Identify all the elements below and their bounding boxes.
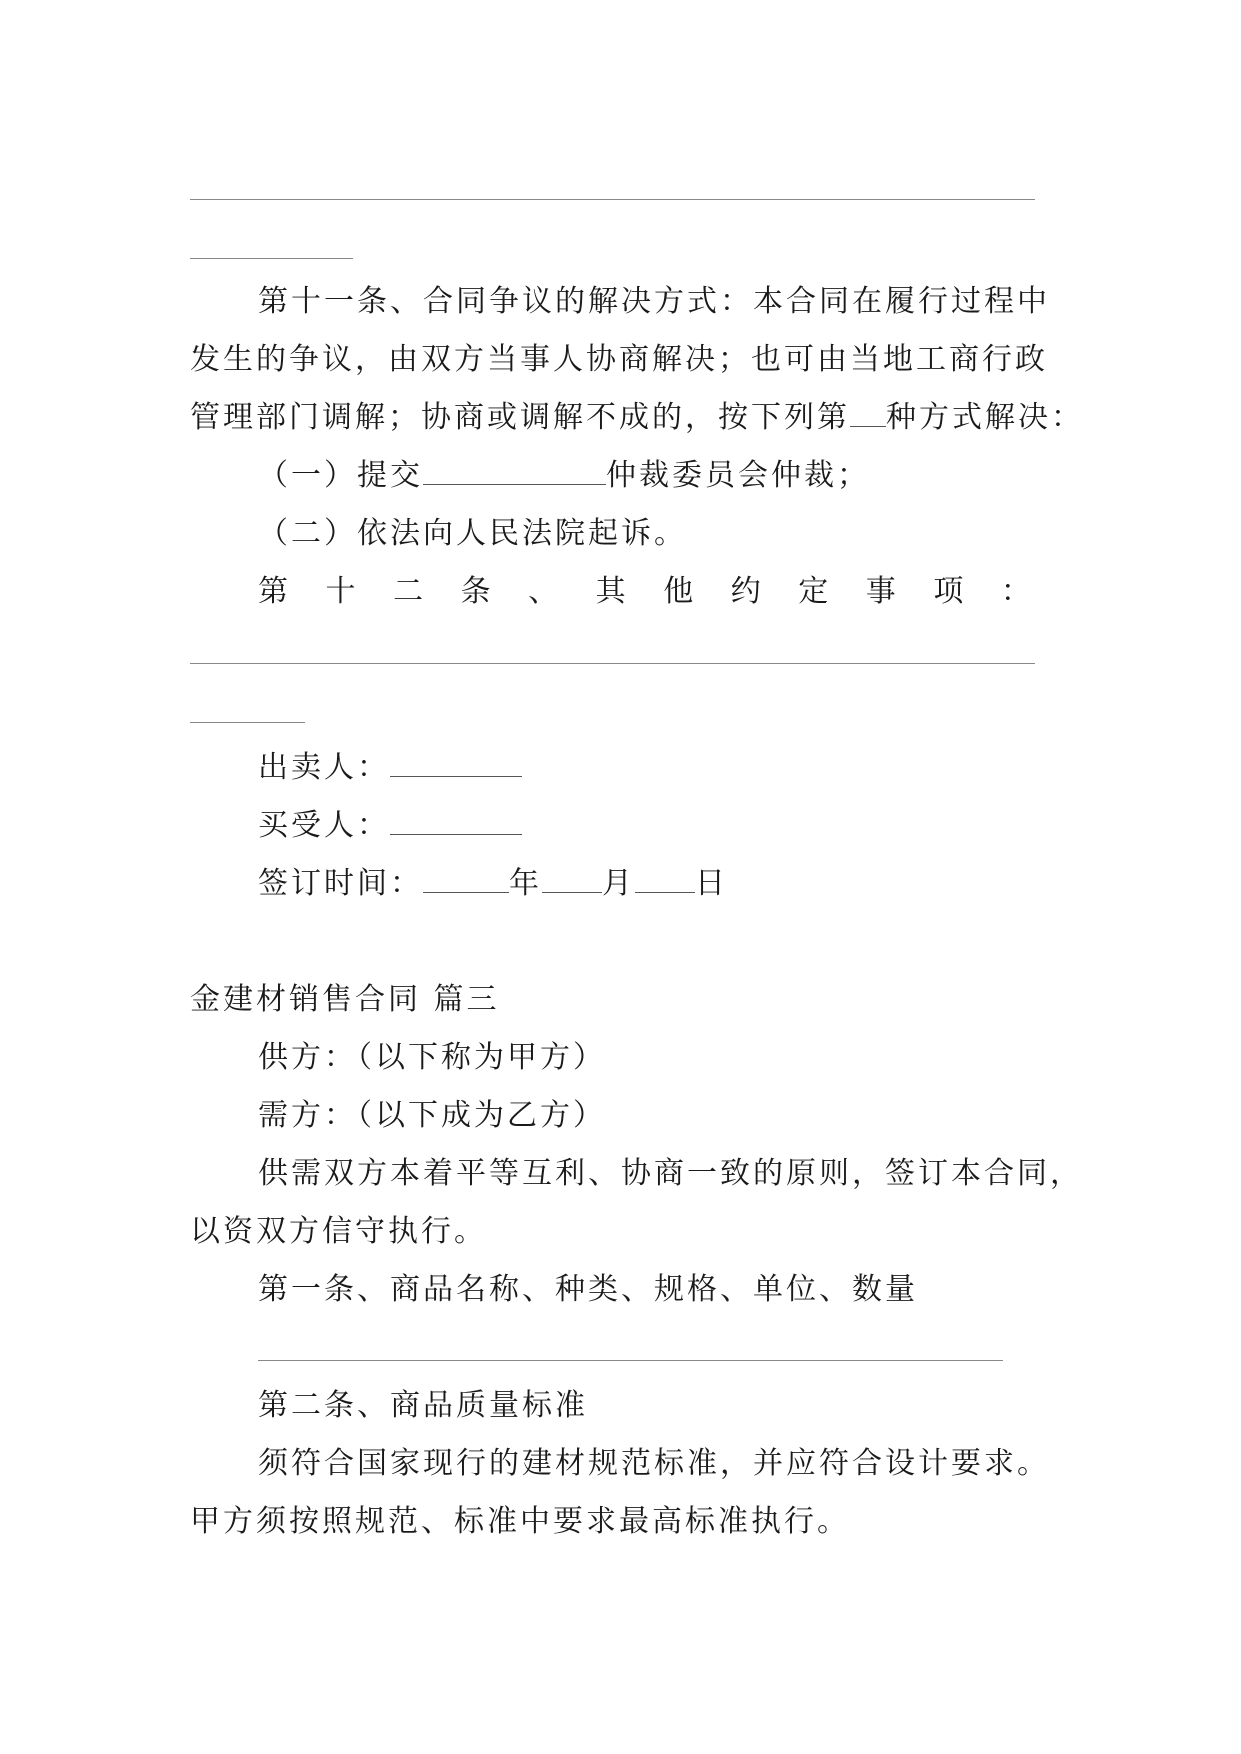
- supplier-line: 供方：（以下称为甲方）: [258, 1040, 606, 1075]
- article12-heading: [258, 572, 1031, 612]
- article12-char: 其: [595, 574, 626, 609]
- year-blank: [423, 866, 509, 893]
- arbitration-committee-blank: [423, 458, 606, 485]
- article12-char: 他: [663, 574, 694, 609]
- arbitration-option-post: 仲裁委员会仲裁；: [606, 458, 870, 493]
- seller-label: 出卖人：: [258, 750, 390, 785]
- month-blank: [542, 866, 602, 893]
- option-number-blank: [850, 400, 886, 427]
- fill-line: [190, 258, 353, 259]
- buyer-line: 需方：（以下成为乙方）: [258, 1098, 606, 1133]
- buyer-label: 买受人：: [258, 808, 390, 843]
- article12-char: 事: [865, 574, 896, 609]
- article12-char: 第: [258, 574, 288, 609]
- arbitration-option: [258, 456, 870, 496]
- article11-line3-pre: 管理部门调解；协商或调解不成的，按下列第: [190, 400, 850, 435]
- article1-heading: 第一条、商品名称、种类、规格、单位、数量: [258, 1272, 918, 1307]
- article12-char: ：: [1000, 574, 1031, 609]
- intro-line2: 以资双方信守执行。: [190, 1214, 487, 1249]
- fill-line: [190, 199, 1035, 200]
- section-title: 金建材销售合同 篇三: [190, 982, 500, 1017]
- article12-char: 约: [730, 574, 761, 609]
- article12-char: 条: [460, 574, 491, 609]
- fill-line: [190, 722, 305, 723]
- arbitration-option-pre: （一）提交: [258, 458, 423, 493]
- month-label: 月: [602, 866, 635, 901]
- article2-line2: 甲方须按照规范、标准中要求最高标准执行。: [190, 1504, 850, 1539]
- buyer-signature: [258, 806, 522, 846]
- article12-char: 二: [393, 574, 424, 609]
- article11-line2: 发生的争议，由双方当事人协商解决；也可由当地工商行政: [190, 342, 1048, 377]
- date-label: 签订时间：: [258, 866, 423, 901]
- article2-line1: 须符合国家现行的建材规范标准，并应符合设计要求。: [258, 1446, 1050, 1481]
- article11-line1: 第十一条、合同争议的解决方式：本合同在履行过程中: [258, 284, 1050, 319]
- day-label: 日: [695, 866, 728, 901]
- fill-line: [190, 663, 1035, 664]
- article12-char: 定: [798, 574, 829, 609]
- signing-date: [258, 864, 728, 904]
- litigation-option: （二）依法向人民法院起诉。: [258, 516, 687, 551]
- article12-char: 项: [933, 574, 964, 609]
- article11-line3: [190, 398, 1084, 438]
- article12-char: 十: [325, 574, 356, 609]
- year-label: 年: [509, 866, 542, 901]
- intro-line1: 供需双方本着平等互利、协商一致的原则，签订本合同，: [258, 1156, 1083, 1191]
- article2-heading: 第二条、商品质量标准: [258, 1388, 588, 1423]
- seller-signature: [258, 748, 522, 788]
- seller-blank: [390, 750, 522, 777]
- fill-line: [258, 1360, 1003, 1361]
- day-blank: [635, 866, 695, 893]
- article12-char: 、: [528, 574, 559, 609]
- buyer-blank: [390, 808, 522, 835]
- article11-line3-post: 种方式解决：: [886, 400, 1084, 435]
